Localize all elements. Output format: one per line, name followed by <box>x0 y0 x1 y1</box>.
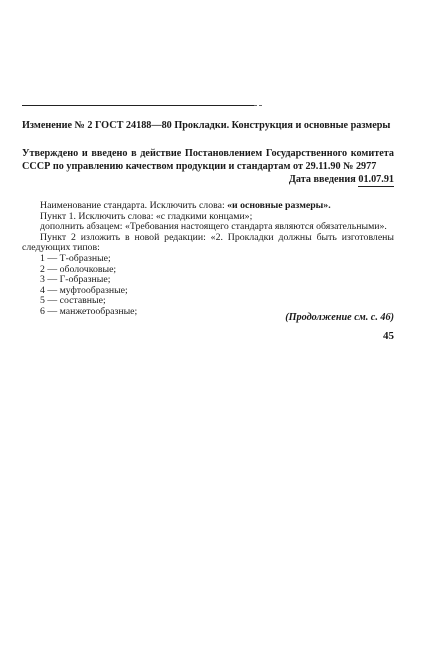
top-rule-tail <box>254 105 262 106</box>
continuation-note: (Продолжение см. с. 46) <box>285 312 394 323</box>
list-item: 2 — оболочковые; <box>40 263 117 275</box>
approval-statement: Утверждено и введено в действие Постановлением Государственного комитета СССР по управлению качеством продукции и стандартам от 29.11.90 № 2977 <box>22 148 394 172</box>
top-rule <box>22 105 254 106</box>
paragraph-item-2: Пункт 2 изложить в новой редакции: «2. Прокладки должны быть изготовлены следующих типов: <box>22 231 394 254</box>
amendment-body <box>22 201 394 318</box>
effective-date <box>289 174 394 185</box>
paragraph-item-1-addition: дополнить абзацем: «Требования настоящего стандарта являются обязательными». <box>40 221 387 233</box>
effective-date-label: Дата введения <box>288 174 356 185</box>
list-item: 4 — муфтообразные; <box>40 284 128 296</box>
paragraph-item-1: Пункт 1. Исключить слова: «с гладкими концами»; <box>40 210 253 222</box>
list-item: 3 — Г-образные; <box>40 274 111 286</box>
paragraph-title-change-quote: «и основные размеры». <box>227 200 331 211</box>
list-item: 5 — составные; <box>40 295 106 307</box>
list-item: 1 — Т-образные; <box>40 252 111 264</box>
effective-date-value: 01.07.91 <box>358 174 394 185</box>
page-number: 45 <box>383 330 394 342</box>
paragraph-title-change <box>22 201 394 212</box>
list-item: 6 — манжетообразные; <box>40 305 138 317</box>
paragraph-title-change-text: Наименование стандарта. Исключить слова: <box>40 200 228 211</box>
amendment-heading: Изменение № 2 ГОСТ 24188—80 Прокладки. Конструкция и основные размеры <box>22 120 391 131</box>
types-list <box>22 254 394 318</box>
